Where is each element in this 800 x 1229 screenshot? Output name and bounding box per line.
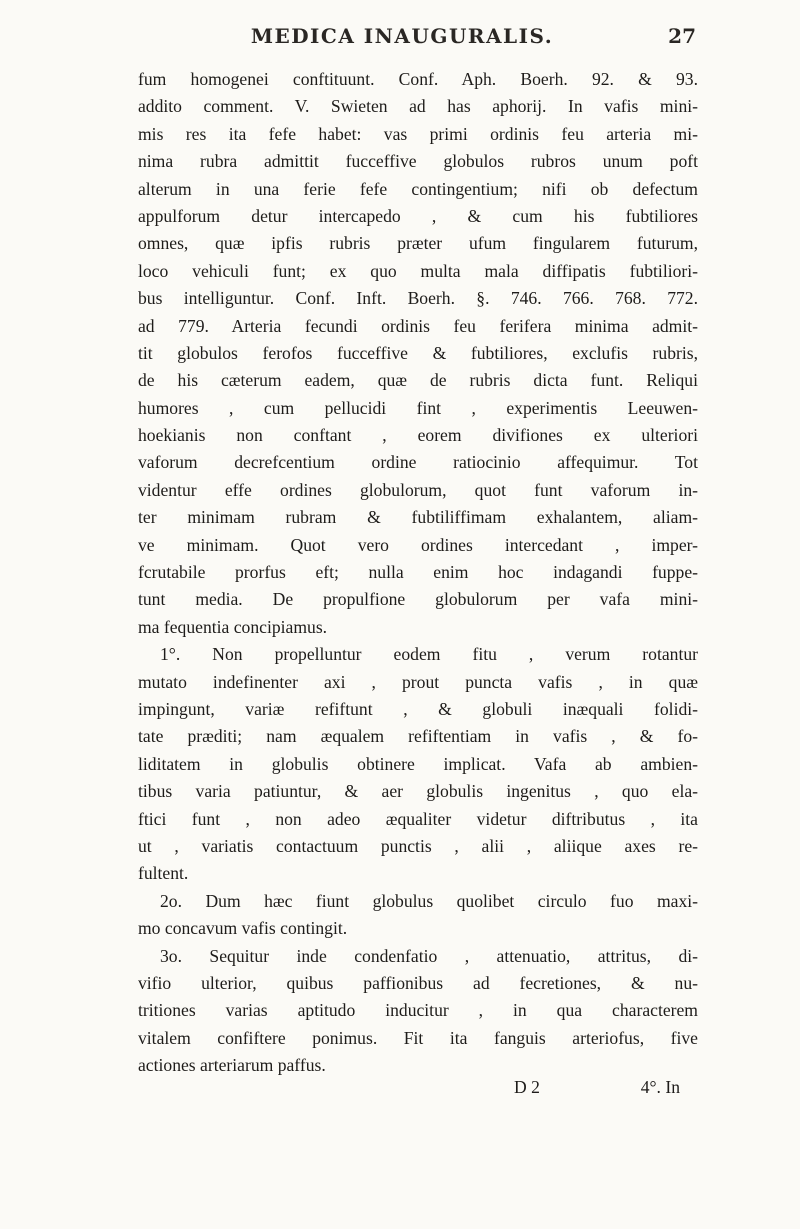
text-line: liditatem in globulis obtinere implicat. Vafa ab ambien- (138, 753, 698, 774)
text-line: impingunt, variæ refiftunt , & globuli inæquali folidi- (138, 698, 698, 719)
running-title: MEDICA INAUGURALIS. (250, 24, 554, 48)
text-line: fultent. (138, 863, 189, 884)
text-line: ter minimam rubram & fubtiliffimam exhalantem, aliam- (138, 507, 698, 528)
text-line: mis res ita fefe habet: vas primi ordinis feu arteria mi- (138, 123, 698, 144)
signature-mark: D 2 (514, 1077, 540, 1097)
text-line: appulforum detur intercapedo , & cum his fubtiliores (138, 205, 698, 226)
text-line: hoekianis non conftant , eorem divifiones ex ulteriori (138, 425, 698, 446)
text-line: 1°. Non propelluntur eodem fitu , verum rotantur (160, 644, 698, 665)
text-line: mutato indefinenter axi , prout puncta vafis , in quæ (138, 671, 698, 692)
body-text (138, 66, 698, 1079)
text-line: loco vehiculi funt; ex quo multa mala diffipatis fubtiliori- (138, 260, 698, 281)
text-line: ftici funt , non adeo æqualiter videtur diftributus , ita (138, 808, 698, 829)
text-line: bus intelliguntur. Conf. Inft. Boerh. §. 746. 766. 768. 772. (138, 288, 698, 309)
text-line: alterum in una ferie fefe contingentium; nifi ob defectum (138, 178, 698, 199)
text-line: ve minimam. Quot vero ordines intercedant , imper- (138, 534, 698, 555)
text-line: addito comment. V. Swieten ad has aphorij. In vafis mini- (138, 96, 698, 117)
text-line: tunt media. De propulfione globulorum per vafa mini- (138, 589, 698, 610)
page-footer (138, 1077, 698, 1105)
text-line: vaforum decrefcentium ordine ratiocinio affequimur. Tot (138, 452, 698, 473)
text-line: mo concavum vafis contingit. (138, 918, 348, 939)
text-line: vitalem confiftere ponimus. Fit ita fanguis arteriofus, five (138, 1027, 698, 1048)
text-line: tate præditi; nam æqualem refiftentiam in vafis , & fo- (138, 726, 698, 747)
text-line: ad 779. Arteria fecundi ordinis feu ferifera minima admit- (138, 315, 698, 336)
text-line: ma fequentia concipiamus. (138, 616, 328, 637)
text-line: de his cæterum eadem, quæ de rubris dicta funt. Reliqui (138, 370, 698, 391)
catchword: 4°. In (640, 1077, 680, 1097)
text-line: 3o. Sequitur inde condenfatio , attenuatio, attritus, di- (160, 945, 698, 966)
text-line: omnes, quæ ipfis rubris præter ufum fingularem futurum, (138, 233, 698, 254)
text-line: humores , cum pellucidi fint , experimentis Leeuwen- (138, 397, 698, 418)
text-line: vifio ulterior, quibus paffionibus ad fecretiones, & nu- (138, 972, 698, 993)
text-line: actiones arteriarum paffus. (138, 1055, 326, 1076)
text-line: fum homogenei conftituunt. Conf. Aph. Boerh. 92. & 93. (138, 69, 698, 89)
text-line: videntur effe ordines globulorum, quot funt vaforum in- (138, 479, 698, 500)
text-line: nima rubra admittit fucceffive globulos rubros unum poft (138, 151, 698, 172)
text-line: tit globulos ferofos fucceffive & fubtiliores, exclufis rubris, (138, 342, 698, 363)
text-line: tritiones varias aptitudo inducitur , in qua characterem (138, 1000, 698, 1021)
text-line: tibus varia patiuntur, & aer globulis ingenitus , quo ela- (138, 781, 698, 802)
running-head (138, 24, 696, 54)
text-line: ut , variatis contactuum punctis , alii , aliique axes re- (138, 835, 698, 856)
page-number: 27 (668, 24, 696, 48)
text-line: 2o. Dum hæc fiunt globulus quolibet circulo fuo maxi- (160, 890, 698, 911)
text-line: fcrutabile prorfus eft; nulla enim hoc indagandi fuppe- (138, 562, 698, 583)
